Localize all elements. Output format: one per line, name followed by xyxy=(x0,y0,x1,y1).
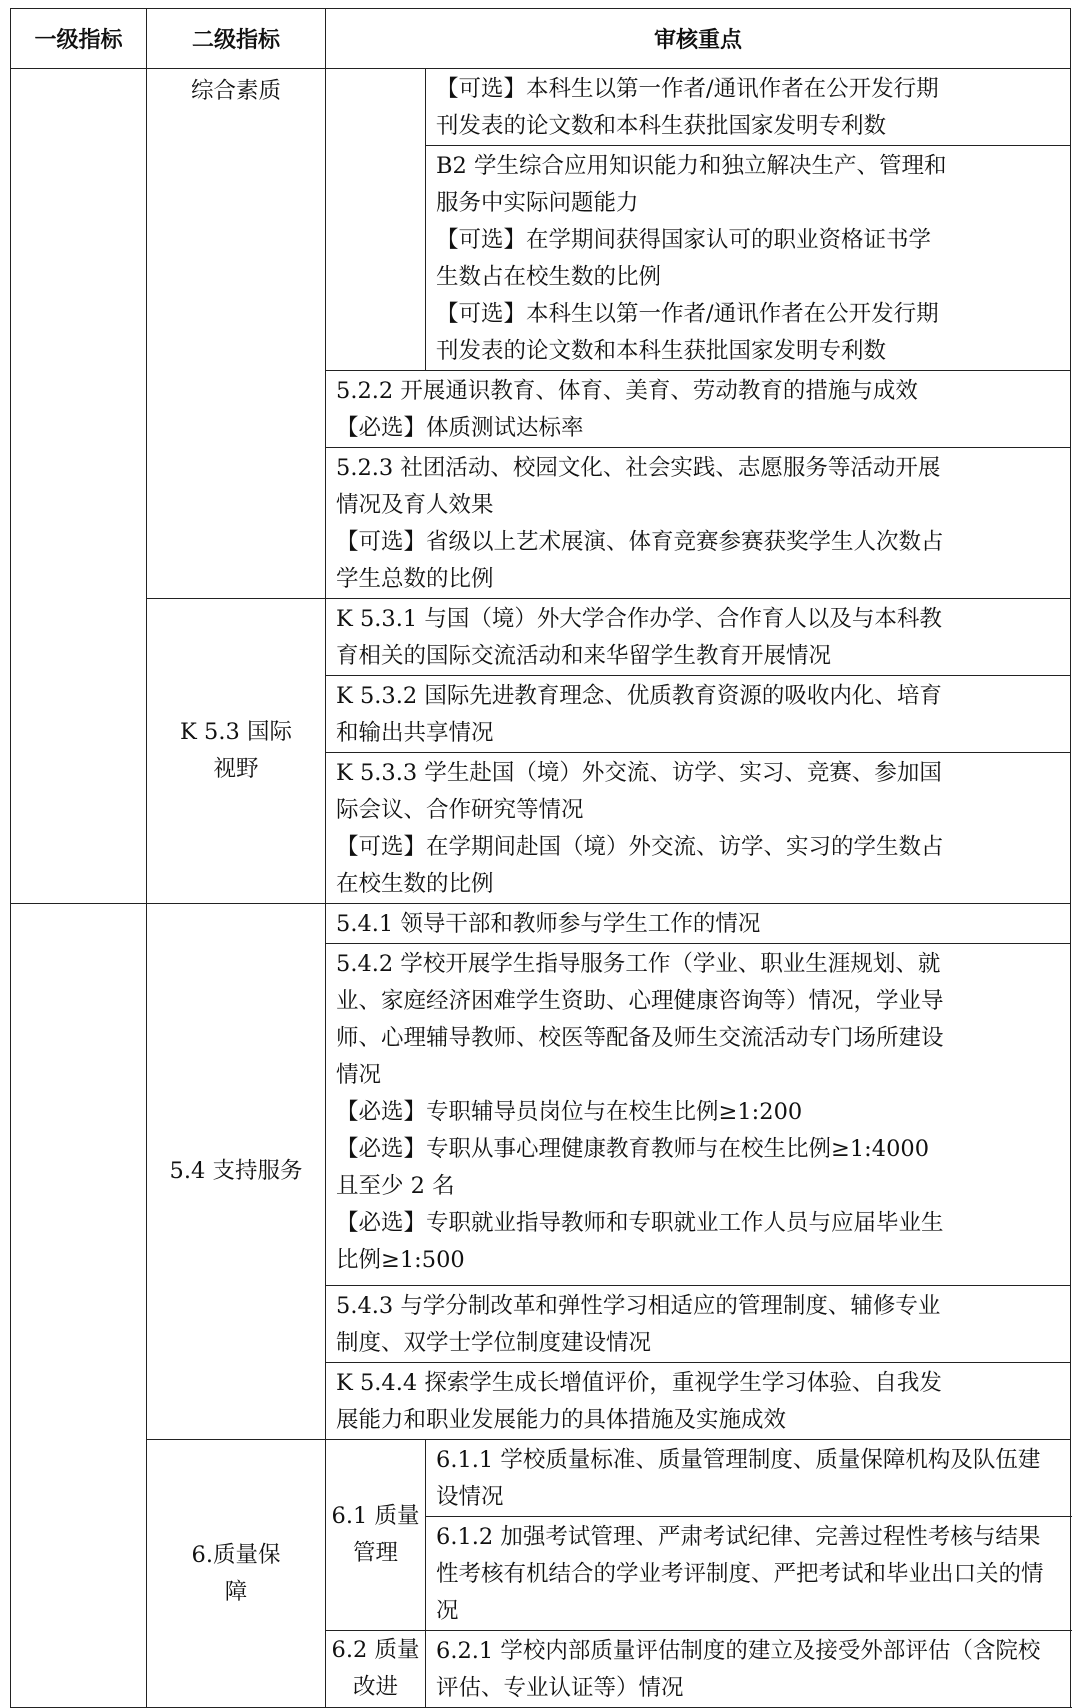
focus-cell-5-4-3: 5.4.3 与学分制改革和弹性学习相适应的管理制度、辅修专业 制度、双学士学位制度建设情况 xyxy=(326,1286,1071,1363)
focus-cell-optional-papers: 【可选】本科生以第一作者/通讯作者在公开发行期 刊发表的论文数和本科生获批国家发明专利数 xyxy=(426,69,1071,146)
header-review-focus: 审核重点 xyxy=(326,9,1071,69)
table-row xyxy=(11,69,1071,146)
table-row xyxy=(11,904,1071,944)
focus-cell-5-4-4: K 5.4.4 探索学生成长增值评价，重视学生学习体验、自我发 展能力和职业发展能力的具体措施及实施成效 xyxy=(326,1363,1071,1440)
focus-cell-b2: B2 学生综合应用知识能力和独立解决生产、管理和 服务中实际问题能力 【可选】在学期间获得国家认可的职业资格证书学 生数占在校生数的比例 【可选】本科生以第一作者/通讯作者在公开发行期 刊发表的论文数和本科生获批国家发明专利数 xyxy=(426,146,1071,371)
focus-cell-6-1-1: 6.1.1 学校质量标准、质量管理制度、质量保障机构及队伍建 设情况 xyxy=(426,1440,1071,1517)
header-level2: 二级指标 xyxy=(147,9,326,69)
focus-cell-5-2-3: 5.2.3 社团活动、校园文化、社会实践、志愿服务等活动开展 情况及育人效果 【可选】省级以上艺术展演、体育竞赛参赛获奖学生人次数占 学生总数的比例 xyxy=(326,448,1071,599)
level2-cell-5-4: 5.4 支持服务 xyxy=(147,904,326,1440)
focus-cell-5-4-1: 5.4.1 领导干部和教师参与学生工作的情况 xyxy=(326,904,1071,944)
header-level1: 一级指标 xyxy=(11,9,147,69)
focus-cell-6-1-2: 6.1.2 加强考试管理、严肃考试纪律、完善过程性考核与结果 性考核有机结合的学业考评制度、严把考试和毕业出口关的情 况 xyxy=(426,1517,1071,1631)
level1-cell-empty-2 xyxy=(11,904,147,1708)
level2-cell-5-3: K 5.3 国际 视野 xyxy=(147,599,326,904)
focus-cell-5-3-2: K 5.3.2 国际先进教育理念、优质教育资源的吸收内化、培育 和输出共享情况 xyxy=(326,676,1071,753)
focus-cell-5-2-2: 5.2.2 开展通识教育、体育、美育、劳动教育的措施与成效 【必选】体质测试达标率 xyxy=(326,371,1071,448)
focus-cell-5-3-1: K 5.3.1 与国（境）外大学合作办学、合作育人以及与本科教 育相关的国际交流活动和来华留学生教育开展情况 xyxy=(326,599,1071,676)
level1-cell-6: 6.质量保 障 xyxy=(147,1440,326,1708)
level2-cell-comprehensive: 综合素质 xyxy=(147,69,326,599)
sub-indent-cell xyxy=(326,69,426,371)
table-row xyxy=(11,1440,1071,1517)
focus-cell-5-3-3: K 5.3.3 学生赴国（境）外交流、访学、实习、竞赛、参加国 际会议、合作研究等情况 【可选】在学期间赴国（境）外交流、访学、实习的学生数占 在校生数的比例 xyxy=(326,753,1071,904)
level1-cell-empty xyxy=(11,69,147,904)
focus-cell-6-2-1: 6.2.1 学校内部质量评估制度的建立及接受外部评估（含院校 评估、专业认证等）情况 xyxy=(426,1631,1071,1708)
level2-cell-6-2: 6.2 质量改进 xyxy=(326,1631,426,1708)
focus-cell-5-4-2: 5.4.2 学校开展学生指导服务工作（学业、职业生涯规划、就 业、家庭经济困难学生资助、心理健康咨询等）情况，学业导 师、心理辅导教师、校医等配备及师生交流活动专门场所建设 情况 【必选】专职辅导员岗位与在校生比例≥1:200 【必选】专职从事心理健康教育教师与在校生比例≥1:4000 且至少 2 名 【必选】专职就业指导教师和专职就业工作人员与应届毕业生 比例≥1:500 xyxy=(326,944,1071,1286)
review-criteria-table xyxy=(10,8,1071,1708)
table-header-row xyxy=(11,9,1071,69)
level2-cell-6-1: 6.1 质量管理 xyxy=(326,1440,426,1631)
table-row xyxy=(11,599,1071,676)
